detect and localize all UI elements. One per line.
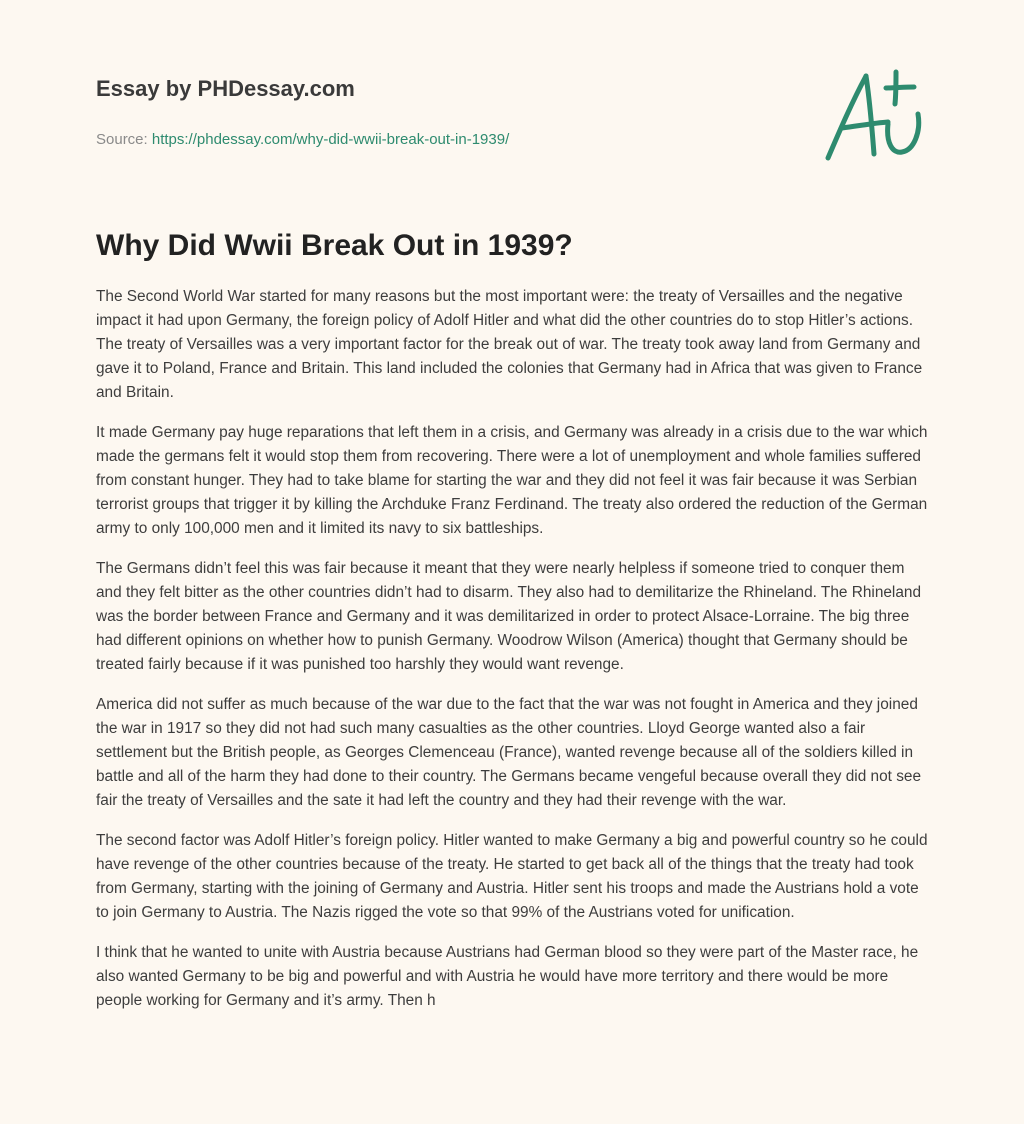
essay-title: Why Did Wwii Break Out in 1939? [96, 229, 573, 262]
essay-paragraph: The Germans didn’t feel this was fair because it meant that they were nearly helpless if someone tried to conquer them and they felt bitter as the other countries didn’t had to disarm. They also had to demilitarize the Rhineland. The Rhineland was the border between France and Germany and it was demilitarized in order to protect Alsace-Lorraine. The big three had different opinions on whether how to punish Germany. Woodrow Wilson (America) thought that Germany should be treated fairly because if it was punished too harshly they would want revenge. [96, 560, 922, 673]
essay-body [96, 285, 930, 1029]
source-line [96, 130, 836, 150]
page-header [96, 74, 836, 150]
source-label: Source: [96, 131, 148, 148]
essay-paragraph: It made Germany pay huge reparations that left them in a crisis, and Germany was already in a crisis due to the war which made the germans felt it would stop them from recovering. There were a lot of unemployment and whole families suffered from constant hunger. They had to take blame for starting the war and they did not feel it was fair because it was Serbian terrorist groups that trigger it by killing the Archduke Franz Ferdinand. The treaty also ordered the reduction of the German army to only 100,000 men and it limited its navy to six battleships. [96, 424, 928, 537]
essay-paragraph: I think that he wanted to unite with Austria because Austrians had German blood so they were part of the Master race, he also wanted Germany to be big and powerful and with Austria he would have more territory and there would be more people working for Germany and it’s army. Then h [96, 944, 919, 1009]
essay-paragraph: America did not suffer as much because of the war due to the fact that the war was not fought in America and they joined the war in 1917 so they did not had such many casualties as the other countries. Lloyd George wanted also a fair settlement but the British people, as Georges Clemenceau (France), wanted revenge because all of the soldiers killed in battle and all of the harm they had done to their country. The Germans became vengeful because overall they did not see fair the treaty of Versailles and the sate it had left the country and they had their revenge with the war. [96, 696, 922, 809]
a-plus-logo-icon [822, 66, 928, 166]
source-link[interactable]: https://phdessay.com/why-did-wwii-break-out-in-1939/ [151, 131, 510, 148]
essay-paragraph: The Second World War started for many reasons but the most important were: the treaty of Versailles and the negative impact it had upon Germany, the foreign policy of Adolf Hitler and what did the other countries do to stop Hitler’s actions. The treaty of Versailles was a very important factor for the break out of war. The treaty took away land from Germany and gave it to Poland, France and Britain. This land included the colonies that Germany had in Africa that was given to France and Britain. [96, 288, 923, 401]
essay-paragraph: The second factor was Adolf Hitler’s foreign policy. Hitler wanted to make Germany a big and powerful country so he could have revenge of the other countries because of the treaty. He started to get back all of the things that the treaty had took from Germany, starting with the joining of Germany and Austria. Hitler sent his troops and made the Austrians hold a vote to join Germany to Austria. The Nazis rigged the vote so that 99% of the Austrians voted for unification. [96, 832, 928, 921]
site-brand: Essay by PHDessay.com [96, 76, 355, 101]
